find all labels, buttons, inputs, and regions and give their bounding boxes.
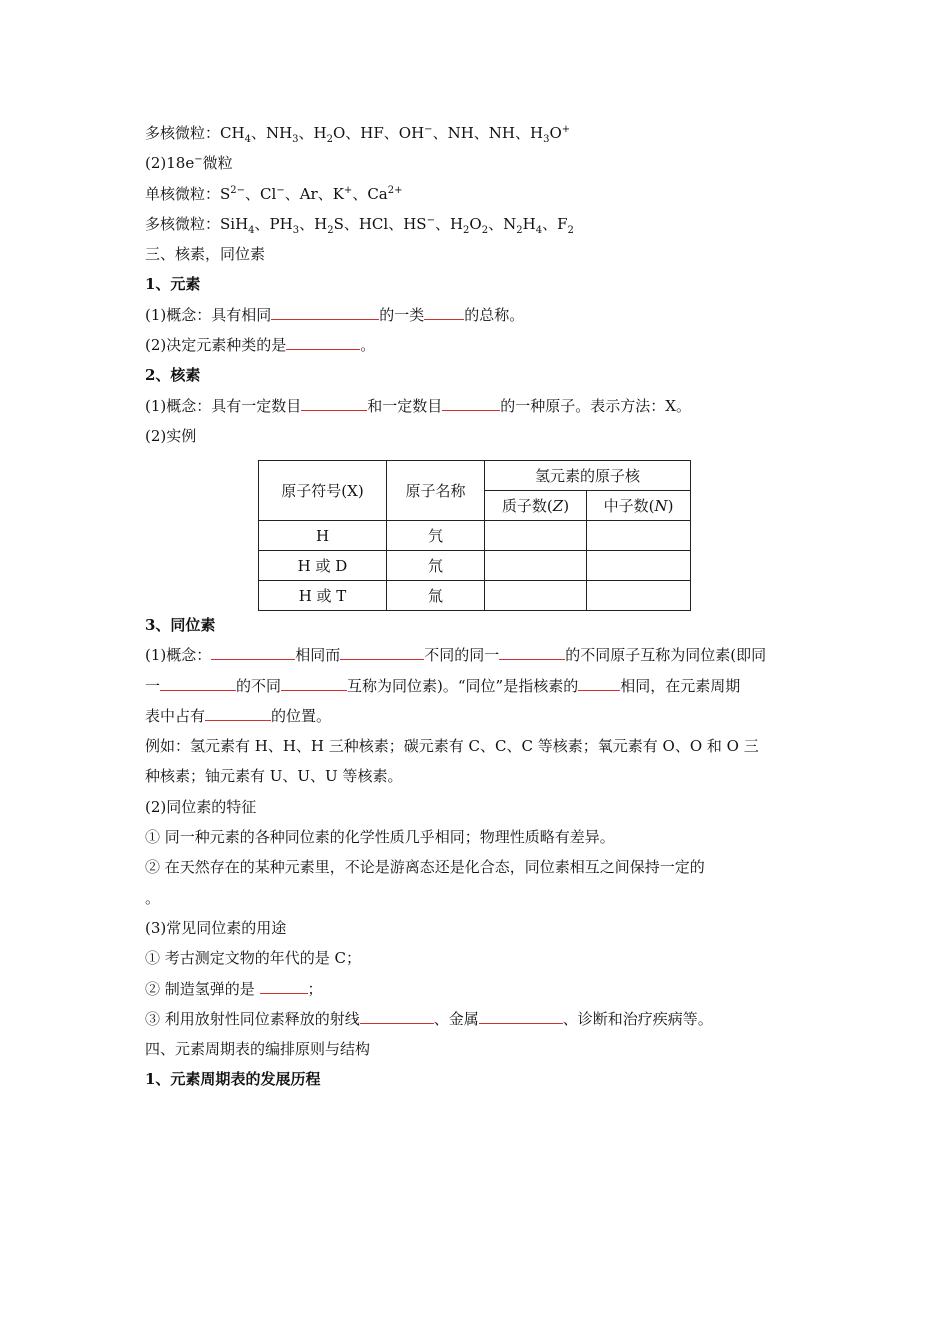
answer-blank[interactable] — [301, 393, 367, 411]
cell-name: 氕 — [387, 521, 485, 551]
uses-title: (3)常见同位素的用途 — [145, 918, 287, 937]
use-2: ② 制造氢弹的是 ； — [145, 974, 810, 1004]
table-header-name: 原子名称 — [387, 461, 485, 521]
section-heading-4: 四、元素周期表的编排原则与结构 — [145, 1040, 371, 1059]
feature-2: ② 在天然存在的某种元素里，不论是游离态还是化合态，同位素相互之间保持一定的 — [145, 858, 705, 877]
answer-blank[interactable] — [424, 302, 464, 320]
cell-n[interactable] — [587, 581, 691, 611]
answer-blank[interactable] — [260, 976, 308, 994]
isotope-concept-line-2: 一 的不同 互称为同位素)。“同位”是指核素的 相同，在元素周期 — [145, 671, 810, 701]
nuclide-concept-line: (1)概念：具有一定数目 和一定数目 的一种原子。表示方法：X。 — [145, 391, 810, 421]
section-heading-3: 三、核素，同位素 — [145, 245, 266, 264]
text-line-18e: (2)18e−微粒 — [145, 154, 233, 173]
hydrogen-nuclide-table — [258, 460, 691, 611]
feature-2-end: 。 — [145, 888, 161, 907]
answer-blank[interactable] — [442, 393, 500, 411]
table-row — [259, 551, 691, 581]
text-line-multi10: 多核微粒：$CH_4$、$NH_3$、$H_2O$、HF、OH−、NH、NH、$H_3O^+$ — [145, 124, 571, 145]
element-decide-line: (2)决定元素种类的是 。 — [145, 330, 810, 360]
cell-n[interactable] — [587, 551, 691, 581]
example-line-2: 种核素；铀元素有 U、U、U 等核素。 — [145, 767, 403, 786]
answer-blank[interactable] — [205, 703, 271, 721]
answer-blank[interactable] — [271, 302, 379, 320]
answer-blank[interactable] — [211, 642, 295, 660]
heading-nuclide: 2、核素 — [145, 366, 201, 385]
example-line-1: 例如：氢元素有 H、H、H 三种核素；碳元素有 C、C、C 等核素；氧元素有 O、O 和 O 三 — [145, 737, 759, 756]
feature-1: ① 同一种元素的各种同位素的化学性质几乎相同；物理性质略有差异。 — [145, 828, 615, 847]
table-header-group: 氢元素的原子核 — [485, 461, 691, 491]
isotope-concept-line-1: (1)概念： 相同而 不同的同一 的不同原子互称为同位素(即同 — [145, 640, 810, 670]
answer-blank[interactable] — [360, 1006, 434, 1024]
text-line-single18: 单核微粒：$S^{2-}$、Cl−、Ar、K+、$Ca^{2+}$ — [145, 184, 403, 203]
table-header-n: 中子数(N) — [587, 491, 691, 521]
document-body — [145, 118, 810, 451]
table-header-symbol: 原子符号(X) — [259, 461, 387, 521]
text-line-multi18: 多核微粒：SiH$_4$、$PH_3$、$H_2S$、HCl、HS−、$H_2O_2$、$N_2H_4$、$F_2$ — [145, 214, 574, 236]
answer-blank[interactable] — [281, 673, 347, 691]
use-3: ③ 利用放射性同位素释放的射线 、金属 、诊断和治疗疾病等。 — [145, 1004, 810, 1034]
features-title: (2)同位素的特征 — [145, 797, 257, 816]
cell-name: 氚 — [387, 581, 485, 611]
isotope-concept-line-3: 表中占有 的位置。 — [145, 701, 810, 731]
cell-symbol: H 或 T — [259, 581, 387, 611]
use-1: ① 考古测定文物的年代的是 C； — [145, 949, 362, 968]
cell-z[interactable] — [485, 551, 587, 581]
table-header-z: 质子数(Z) — [485, 491, 587, 521]
heading-element: 1、元素 — [145, 275, 201, 294]
cell-z[interactable] — [485, 581, 587, 611]
answer-blank[interactable] — [286, 332, 360, 350]
heading-isotope: 3、同位素 — [145, 616, 216, 634]
table-row — [259, 521, 691, 551]
answer-blank[interactable] — [499, 642, 565, 660]
cell-symbol: H — [259, 521, 387, 551]
cell-symbol: H 或 D — [259, 551, 387, 581]
cell-z[interactable] — [485, 521, 587, 551]
answer-blank[interactable] — [340, 642, 424, 660]
document-body-continued — [145, 610, 810, 1095]
element-concept-line: (1)概念：具有相同 的一类 的总称。 — [145, 300, 810, 330]
cell-name: 氘 — [387, 551, 485, 581]
answer-blank[interactable] — [578, 673, 620, 691]
example-label: (2)实例 — [145, 426, 197, 445]
table-row — [259, 581, 691, 611]
answer-blank[interactable] — [479, 1006, 563, 1024]
answer-blank[interactable] — [160, 673, 236, 691]
heading-periodic-history: 1、元素周期表的发展历程 — [145, 1070, 321, 1089]
cell-n[interactable] — [587, 521, 691, 551]
